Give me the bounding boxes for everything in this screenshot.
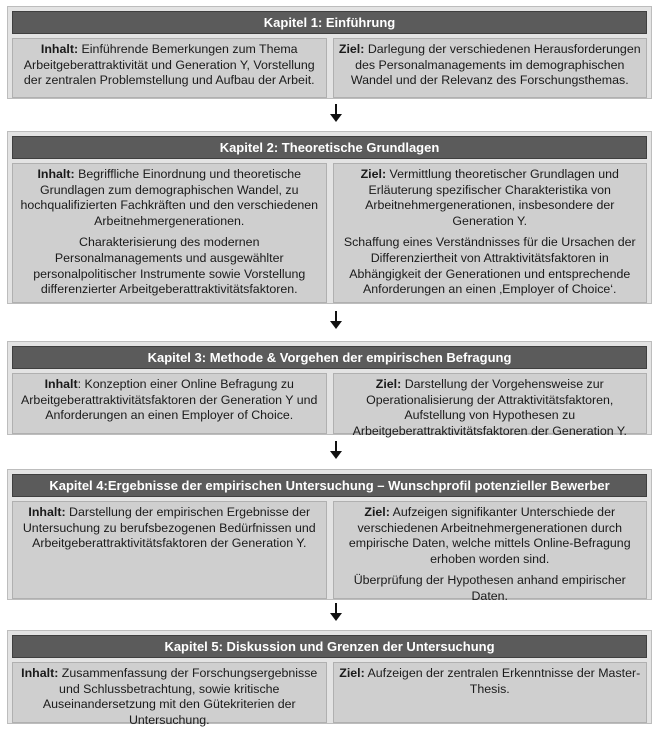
- chapter-1-block: [7, 6, 652, 99]
- ziel-label: Ziel:: [338, 42, 365, 56]
- ziel-text: Aufzeigen der zentralen Erkenntnisse der Master-Thesis.: [367, 666, 641, 696]
- down-arrow-icon: [329, 311, 343, 331]
- chapter-5-block: [7, 630, 652, 727]
- ziel-text-2: Schaffung eines Verständnisses für die Ursachen der Differenziertheit von Attraktivitätsfaktoren in Abhängigkeit der Generationen und entsprechende Anforderungen an einen ‚Employer of Choice‘.: [343, 235, 636, 297]
- inhalt-text: Begriffliche Einordnung und theoretische Grundlagen zum demographischen Wandel, zu hochqualifizierten Fachkräften und den verschiedenen Arbeitnehmergenerationen.: [20, 167, 319, 228]
- inhalt-text: : Konzeption einer Online Befragung zu Arbeitgeberattraktivitätsfaktoren der Generation Y und Anforderungen an einen Employer of Choice.: [21, 377, 318, 423]
- ziel-label: Ziel:: [360, 167, 387, 181]
- inhalt-label: Inhalt:: [40, 42, 79, 56]
- chapter-3-title: Kapitel 3: Methode & Vorgehen der empirischen Befragung: [12, 346, 647, 369]
- chapter-4-ziel-box: [333, 501, 648, 603]
- ziel-text: Darstellung der Vorgehensweise zur Operationalisierung der Attraktivitätsfaktoren, Aufstellung von Hypothesen zu Arbeitgeberattraktivitätsfaktoren der Generation Y.: [352, 377, 627, 438]
- chapter-1-title: Kapitel 1: Einführung: [12, 11, 647, 34]
- chapter-3-block: [7, 341, 652, 438]
- inhalt-label: Inhalt: [44, 377, 78, 391]
- inhalt-text: Zusammenfassung der Forschungsergebnisse und Schlussbetrachtung, sowie kritische Auseinandersetzung mit den Gütekriterien der Untersuchung.: [42, 666, 318, 727]
- inhalt-text: Darstellung der empirischen Ergebnisse der Untersuchung zu berufsbezogenen Bedürfnissen und Arbeitgeberattraktivitätsfaktoren der Generation Y.: [22, 505, 316, 551]
- chapter-4-title: Kapitel 4:Ergebnisse der empirischen Untersuchung – Wunschprofil potenzieller Bewerber: [12, 474, 647, 497]
- chapter-3-inhalt-box: [12, 373, 327, 434]
- chapter-2-title: Kapitel 2: Theoretische Grundlagen: [12, 136, 647, 159]
- ziel-label: Ziel:: [364, 505, 390, 519]
- chapter-3-ziel-box: [333, 373, 648, 438]
- inhalt-text-2: Charakterisierung des modernen Personalmanagements und ausgewählter personalpolitischer Instrumente sowie Vorstellung differenzierter Arbeitgeberattraktivitätsfaktoren.: [33, 235, 306, 297]
- chapter-2-inhalt-box: [12, 163, 327, 303]
- ziel-label: Ziel:: [375, 377, 402, 391]
- chapter-5-inhalt-box: [12, 662, 327, 727]
- chapter-4-inhalt-box: [12, 501, 327, 599]
- chapter-4-block: [7, 469, 652, 603]
- down-arrow-icon: [329, 104, 343, 124]
- ziel-text: Darlegung der verschiedenen Herausforderungen des Personalmanagements im demographischen Wandel und der Relevanz des Forschungsthemas.: [350, 42, 641, 88]
- down-arrow-icon: [329, 441, 343, 461]
- chapter-2-block: [7, 131, 652, 304]
- ziel-text: Vermittlung theoretischer Grundlagen und Erläuterung spezifischer Charakteristika von Arbeitnehmergenerationen, insbesondere der Generation Y.: [365, 167, 619, 228]
- ziel-text-2: Überprüfung der Hypothesen anhand empirischer Daten.: [353, 573, 626, 603]
- ziel-text: Aufzeigen signifikanter Unterschiede der verschiedenen Arbeitnehmergenerationen durch empirische Daten, welche mittels Online-Befragung erhoben worden sind.: [348, 505, 631, 566]
- inhalt-label: Inhalt:: [21, 666, 59, 680]
- down-arrow-icon: [329, 603, 343, 623]
- chapter-1-inhalt-box: [12, 38, 327, 98]
- chapter-5-ziel-box: [333, 662, 648, 723]
- chapter-5-title: Kapitel 5: Diskussion und Grenzen der Untersuchung: [12, 635, 647, 658]
- chapter-2-ziel-box: [333, 163, 648, 303]
- chapter-1-ziel-box: [333, 38, 648, 98]
- ziel-label: Ziel:: [339, 666, 365, 680]
- inhalt-text: Einführende Bemerkungen zum Thema Arbeitgeberattraktivität und Generation Y, Vorstellung der zentralen Problemstellung und Aufbau der Arbeit.: [23, 42, 315, 88]
- inhalt-label: Inhalt:: [28, 505, 66, 519]
- inhalt-label: Inhalt:: [37, 167, 75, 181]
